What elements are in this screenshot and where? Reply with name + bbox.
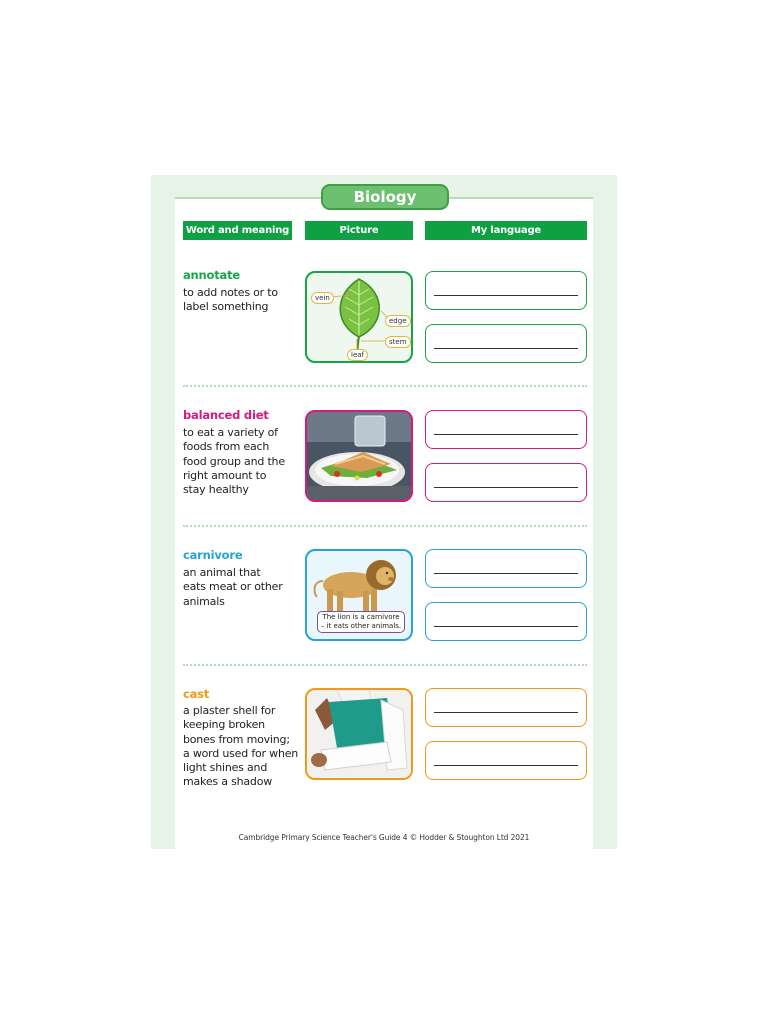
language-box-cast-2[interactable]	[425, 741, 587, 780]
language-box-carnivore-2[interactable]	[425, 602, 587, 641]
footer-copyright: Cambridge Primary Science Teacher's Guide 4 © Hodder & Stoughton Ltd 2021	[238, 833, 530, 842]
section-divider	[183, 664, 587, 666]
term-balanced-diet: balanced diet	[183, 408, 269, 422]
lion-caption: The lion is a carnivore – it eats other animals.	[317, 611, 405, 633]
label-stem: stem	[385, 336, 411, 348]
picture-carnivore	[305, 549, 413, 641]
picture-cast	[305, 688, 413, 780]
meaning-balanced-diet: to eat a variety of foods from each food group and the right amount to stay healthy	[183, 426, 285, 497]
language-box-carnivore-1[interactable]	[425, 549, 587, 588]
section-divider	[183, 385, 587, 387]
label-vein: vein	[311, 292, 334, 304]
language-box-annotate-1[interactable]	[425, 271, 587, 310]
page-title: Biology	[321, 184, 449, 210]
food-plate-icon	[307, 412, 411, 500]
worksheet-page	[151, 175, 617, 849]
meaning-carnivore: an animal that eats meat or other animals	[183, 566, 283, 608]
column-header-word: Word and meaning	[183, 221, 292, 240]
language-box-annotate-2[interactable]	[425, 324, 587, 363]
label-leaf: leaf	[347, 349, 368, 361]
language-box-cast-1[interactable]	[425, 688, 587, 727]
arm-cast-icon	[307, 690, 411, 778]
column-header-language: My language	[425, 221, 587, 240]
column-header-picture: Picture	[305, 221, 413, 240]
label-edge: edge	[385, 315, 411, 327]
term-carnivore: carnivore	[183, 548, 243, 562]
picture-balanced-diet	[305, 410, 413, 502]
language-box-balanced-diet-1[interactable]	[425, 410, 587, 449]
term-annotate: annotate	[183, 268, 240, 282]
section-divider	[183, 525, 587, 527]
picture-annotate	[305, 271, 413, 363]
term-cast: cast	[183, 687, 210, 701]
meaning-annotate: to add notes or to label something	[183, 286, 278, 314]
meaning-cast: a plaster shell for keeping broken bones from moving; a word used for when light shines and makes a shadow	[183, 704, 299, 789]
language-box-balanced-diet-2[interactable]	[425, 463, 587, 502]
